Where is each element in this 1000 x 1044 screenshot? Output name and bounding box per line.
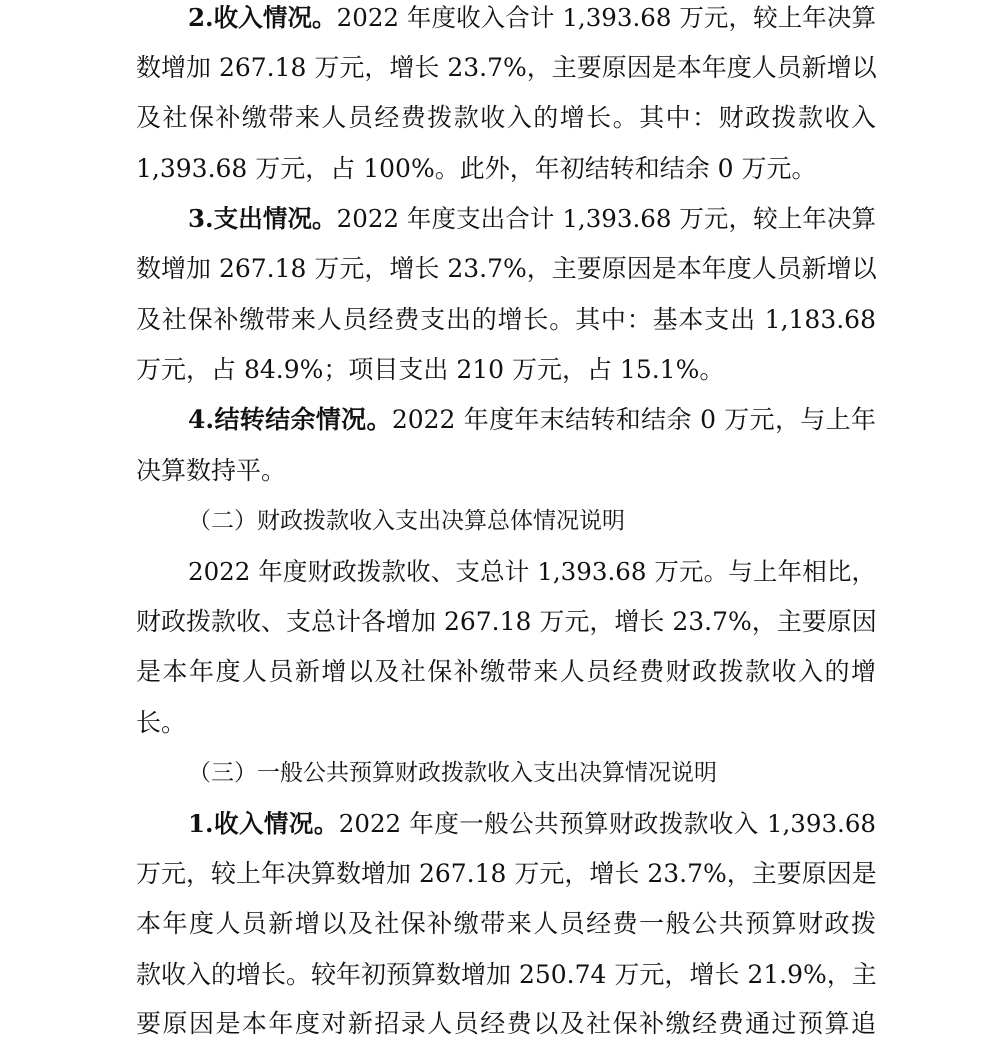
expense-heading: 3.支出情况。 xyxy=(188,204,337,233)
section-2-line-2: 财政拨款收、支总计各增加 267.18 万元，增长 23.7%，主要原因 xyxy=(136,607,877,636)
income-paragraph-line-4: 1,393.68 万元，占 100%。此外，年初结转和结余 0 万元。 xyxy=(136,154,817,183)
carryover-paragraph-line-2: 决算数持平。 xyxy=(136,456,287,485)
expense-paragraph-line-1 xyxy=(136,199,876,239)
section-2-line-4: 长。 xyxy=(136,708,187,737)
carryover-text-1: 2022 年度年末结转和结余 0 万元，与上年 xyxy=(391,405,876,434)
section-3-line-1 xyxy=(136,804,876,844)
income-paragraph-line-1 xyxy=(136,0,876,38)
income-paragraph-line-3: 及社保补缴带来人员经费拨款收入的增长。其中：财政拨款收入 xyxy=(136,103,876,132)
expense-text-1: 2022 年度支出合计 1,393.68 万元，较上年决算 xyxy=(336,204,876,233)
expense-paragraph-line-2: 数增加 267.18 万元，增长 23.7%，主要原因是本年度人员新增以 xyxy=(136,254,877,283)
income-paragraph-line-2: 数增加 267.18 万元，增长 23.7%，主要原因是本年度人员新增以 xyxy=(136,53,877,82)
section-3-line-4: 款收入的增长。较年初预算数增加 250.74 万元，增长 21.9%，主 xyxy=(136,960,877,989)
section-3-line-3: 本年度人员新增以及社保补缴带来人员经费一般公共预算财政拨 xyxy=(136,909,876,938)
section-3-line-2: 万元，较上年决算数增加 267.18 万元，增长 23.7%，主要原因是 xyxy=(136,859,877,888)
section-3-heading: （三）一般公共预算财政拨款收入支出决算情况说明 xyxy=(188,760,717,786)
carryover-paragraph-line-1 xyxy=(136,400,876,440)
section-3-line-5: 要原因是本年度对新招录人员经费以及社保补缴经费通过预算追 xyxy=(136,1009,876,1038)
section-2-heading: （二）财政拨款收入支出决算总体情况说明 xyxy=(188,508,625,534)
expense-paragraph-line-3: 及社保补缴带来人员经费支出的增长。其中：基本支出 1,183.68 xyxy=(136,305,876,334)
section-3-text-1: 2022 年度一般公共预算财政拨款收入 1,393.68 xyxy=(338,809,877,838)
expense-paragraph-line-4: 万元，占 84.9%；项目支出 210 万元，占 15.1%。 xyxy=(136,355,725,384)
income-heading: 2.收入情况。 xyxy=(188,3,337,32)
section-2-line-1: 2022 年度财政拨款收、支总计 1,393.68 万元。与上年相比， xyxy=(188,557,876,586)
carryover-heading: 4.结转结余情况。 xyxy=(188,405,392,434)
section-3-income-heading: 1.收入情况。 xyxy=(188,809,339,838)
income-text-1: 2022 年度收入合计 1,393.68 万元，较上年决算 xyxy=(336,3,876,32)
section-2-line-3: 是本年度人员新增以及社保补缴带来人员经费财政拨款收入的增 xyxy=(136,657,876,686)
